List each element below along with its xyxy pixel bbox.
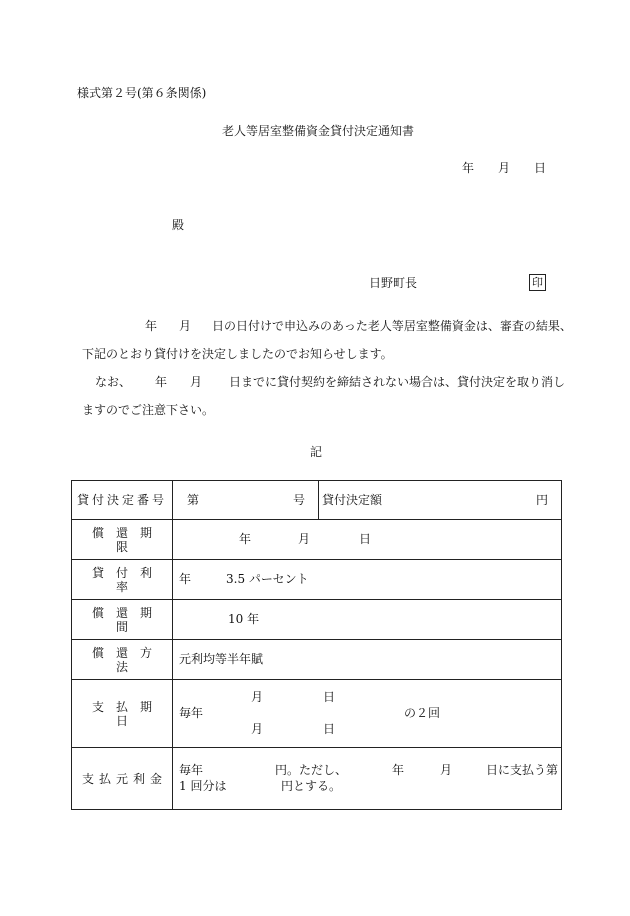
body-p2-start: なお、 [95,375,132,389]
method-value: 元利均等半年賦 [179,652,264,666]
repayment-period-label: 償還期間 [72,600,173,640]
date-month: 月 [498,161,511,175]
date-year: 年 [462,161,475,175]
deadline-day: 日 [359,532,372,546]
repayment-method-label: 償還方法 [72,640,173,680]
ki-heading: 記 [310,445,323,459]
interest-rate-cell [173,560,562,600]
principal-interest-label: 支払元利金 [72,748,173,810]
body-p2-text: 日までに貸付契約を締結されない場合は、貸付決定を取り消し [229,375,566,389]
loan-amount-label: 貸付決定額 [322,493,383,507]
payment-every-year: 毎年 [179,706,204,720]
pi-pay-day: 日に支払う第 [486,763,559,777]
repayment-deadline-label: 償還期限 [72,520,173,560]
principal-interest-cell [173,748,562,810]
issuer-name: 日野町長 [369,276,418,290]
payment-month-2: 月 [251,722,264,736]
table-row [72,680,562,748]
loan-number-go: 号 [293,493,306,507]
body-p2-line2: ますのでご注意下さい。 [82,403,215,417]
loan-details-table [71,480,562,810]
deadline-year: 年 [239,532,252,546]
loan-number-cell [173,481,562,520]
payment-times: の２回 [404,706,441,720]
body-p1-text: 日の日付けで申込みのあった老人等居室整備資金は、審査の結果、 [212,319,572,333]
payment-day-1: 日 [323,690,336,704]
body-p1-month: 月 [179,319,192,333]
interest-value: 3.5 パーセント [226,572,309,586]
repayment-method-cell [173,640,562,680]
table-row [72,600,562,640]
loan-number-dai: 第 [187,493,200,507]
interest-rate-label: 貸付利率 [72,560,173,600]
cell-divider [318,481,319,519]
repayment-deadline-cell [173,520,562,560]
table-row [72,520,562,560]
table-row [72,481,562,520]
pi-yen-but: 円。ただし、 [275,763,348,777]
pi-month: 月 [440,763,453,777]
deadline-month: 月 [298,532,311,546]
payment-date-label: 支払期日 [72,680,173,748]
pi-every-year: 毎年 [179,763,204,777]
period-value: 10 年 [228,612,260,626]
body-p2-year: 年 [155,375,168,389]
addressee-suffix: 殿 [172,218,185,232]
payment-month-1: 月 [251,690,264,704]
body-p1-line2: 下記のとおり貸付けを決定しましたのでお知らせします。 [82,347,393,361]
repayment-period-cell [173,600,562,640]
body-p2-month: 月 [190,375,203,389]
table-row [72,560,562,600]
table-row [72,640,562,680]
loan-amount-yen: 円 [536,493,549,507]
payment-date-cell [173,680,562,748]
document-title: 老人等居室整備資金貸付決定通知書 [222,124,415,138]
loan-number-label: 貸付決定番号 [72,481,173,520]
form-number-label: 様式第２号(第６条関係) [77,86,207,100]
interest-year: 年 [179,572,192,586]
date-day: 日 [534,161,547,175]
payment-day-2: 日 [323,722,336,736]
pi-yen-end: 円とする。 [281,779,342,793]
body-p1-year: 年 [145,319,158,333]
pi-first-installment: 1 回分は [179,779,227,793]
table-row [72,748,562,810]
pi-year: 年 [392,763,405,777]
seal-mark: 印 [529,274,546,291]
